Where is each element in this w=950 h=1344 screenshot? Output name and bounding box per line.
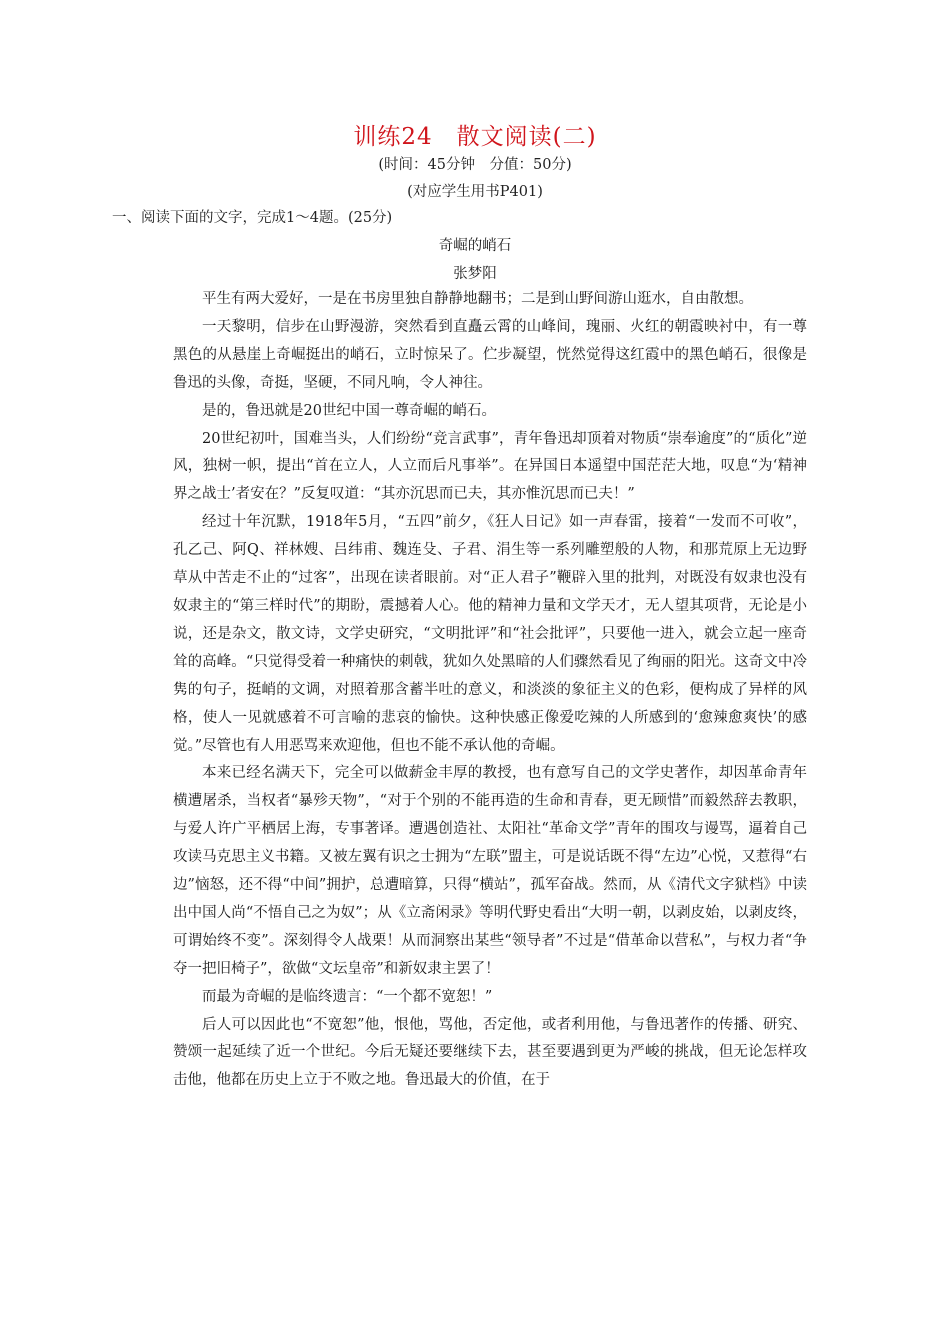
paragraph: 而最为奇崛的是临终遗言：“一个都不宽恕！” [202, 988, 493, 1005]
paragraph: 后人可以因此也“不宽恕”他，恨他，骂他，否定他，或者利用他，与鲁迅著作的传播、研究、赞颂一起延续了近一个世纪。今后无疑还要继续下去，甚至要遇到更为严峻的挑战，但无论怎样攻击他，他都在历史上立于不败之地。鲁迅最大的价值，在于 [173, 1016, 807, 1089]
page-title: 训练24 散文阅读(二) [353, 124, 597, 150]
paragraph: 20世纪初叶，国难当头，人们纷纷“竞言武事”，青年鲁迅却顶着对物质“崇奉逾度”的“质化”逆风，独树一帜，提出“首在立人，人立而后凡事举”。在异国日本遥望中国茫茫大地，叹息“为‘精神界之战士’者安在？”反复叹道：“其亦沉思而已夫，其亦惟沉思而已夫！” [173, 430, 807, 503]
paragraph: 本来已经名满天下，完全可以做薪金丰厚的教授，也有意写自己的文学史著作，却因革命青年横遭屠杀，当权者“暴殄天物”，“对于个别的不能再造的生命和青春，更无顾惜”而毅然辞去教职，与爱人许广平栖居上海，专事著译。遭遇创造社、太阳社“革命文学”青年的围攻与谩骂，逼着自己攻读马克思主义书籍。又被左翼有识之士拥为“左联”盟主，可是说话既不得“左边”心悦，又惹得“右边”恼怒，还不得“中间”拥护，总遭暗算，只得“横站”，孤军奋战。然而，从《清代文字狱档》中读出中国人尚“不悟自己之为奴”；从《立斋闲录》等明代野史看出“大明一朝，以剥皮始，以剥皮终，可谓始终不变”。深刻得令人战栗！从而洞察出某些“领导者”不过是“借革命以营私”，与权力者“争夺一把旧椅子”，欲做“文坛皇帝”和新奴隶主罢了！ [173, 765, 807, 977]
essay-body [173, 286, 807, 1095]
reference-line: (对应学生用书P401) [407, 184, 543, 200]
section-instruction: 一、阅读下面的文字，完成1～4题。(25分) [112, 210, 393, 226]
paragraph: 是的，鲁迅就是20世纪中国一尊奇崛的峭石。 [202, 402, 496, 419]
time-score-line: (时间：45分钟 分值：50分) [378, 157, 572, 173]
paragraph: 一天黎明，信步在山野漫游，突然看到直矗云霄的山峰间，瑰丽、火红的朝霞映衬中，有一尊黑色的从悬崖上奇崛挺出的峭石，立时惊呆了。伫步凝望，恍然觉得这红霞中的黑色峭石，很像是鲁迅的头像，奇挺，坚硬，不同凡响，令人神往。 [173, 318, 807, 391]
paragraph: 平生有两大爱好，一是在书房里独自静静地翻书；二是到山野间游山逛水，自由散想。 [202, 291, 753, 307]
paragraph: 经过十年沉默，1918年5月，“五四”前夕，《狂人日记》如一声春雷，接着“一发而不可收”，孔乙己、阿Q、祥林嫂、吕纬甫、魏连殳、子君、涓生等一系列雕塑般的人物，和那荒原上无边野草从中苦走不止的“过客”，出现在读者眼前。对“正人君子”鞭辟入里的批判，对既没有奴隶也没有奴隶主的“第三样时代”的期盼，震撼着人心。他的精神力量和文学天才，无人望其项背，无论是小说，还是杂文，散文诗，文学史研究，“文明批评”和“社会批评”，只要他一进入，就会立起一座奇耸的高峰。“只觉得受着一种痛快的刺戟，犹如久处黑暗的人们骤然看见了绚丽的阳光。这奇文中冷隽的句子，挺峭的文调，对照着那含蓄半吐的意义，和淡淡的象征主义的色彩，便构成了异样的风格，使人一见就感着不可言喻的悲哀的愉快。这种快感正像爱吃辣的人所感到的‘愈辣愈爽快’的感觉。”尽管也有人用恶骂来欢迎他，但也不能不承认他的奇崛。 [173, 514, 807, 754]
essay-author: 张梦阳 [453, 266, 497, 282]
essay-title: 奇崛的峭石 [438, 238, 512, 254]
